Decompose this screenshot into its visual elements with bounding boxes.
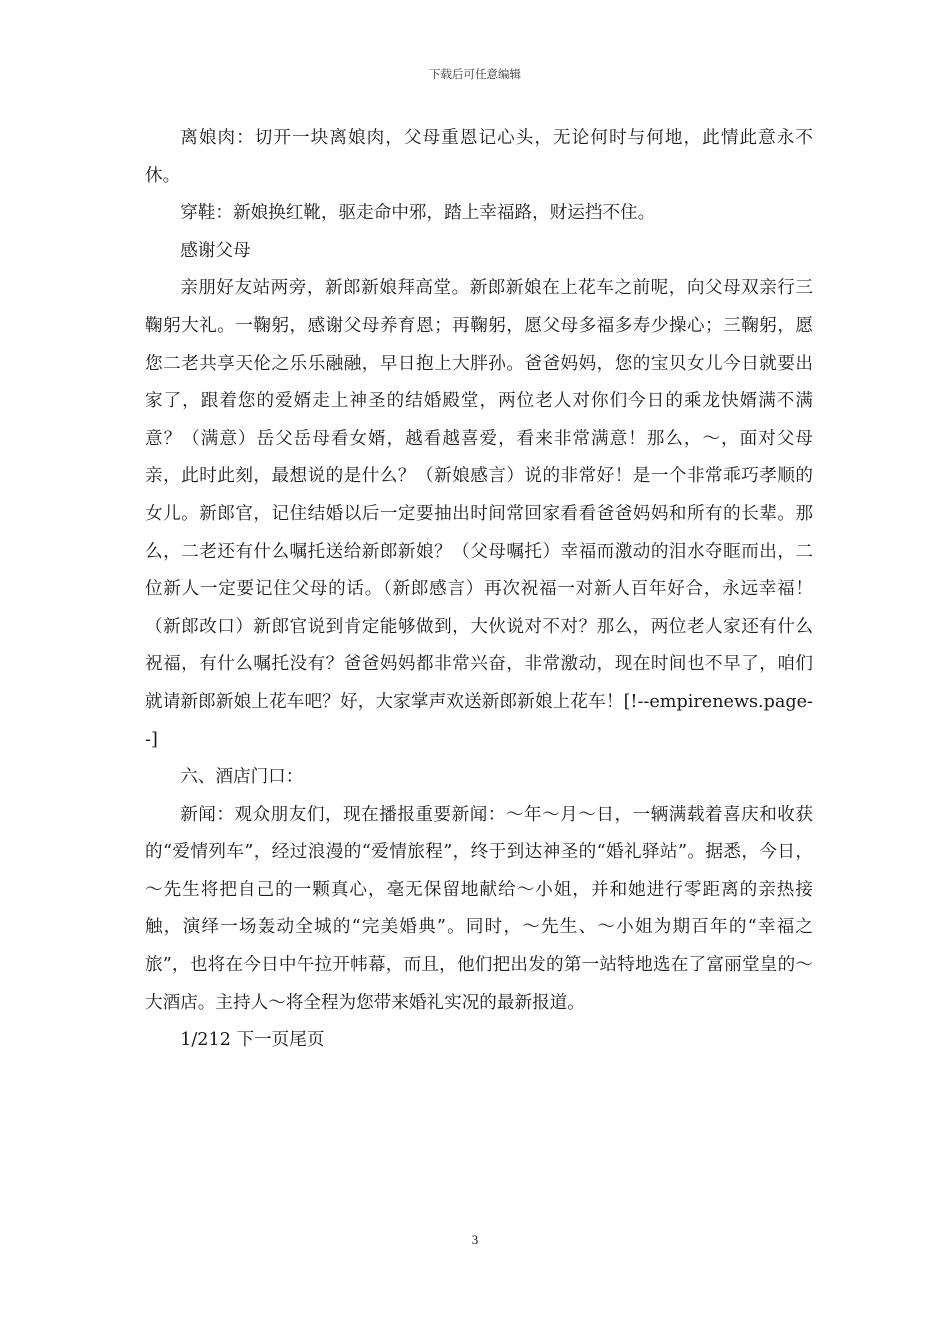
section-heading-hotel-entrance: 六、酒店门口： <box>180 767 304 788</box>
page-header: 下载后可任意编辑 <box>429 67 521 81</box>
pagination-text[interactable]: 1/212 下一页尾页 <box>180 1030 325 1051</box>
paragraph-li-niang-rou: 离娘肉：切开一块离娘肉，父母重恩记心头，无论何时与何地，此情此意永不休。 <box>145 128 813 186</box>
document-body <box>145 120 813 1060</box>
paragraph-news: 新闻：观众朋友们，现在播报重要新闻：～年～月～日，一辆满载着喜庆和收获的“爱情列车”，经过浪漫的“爱情旅程”，终于到达神圣的“婚礼驿站”。据悉，今日，～先生将把自己的一颗真心，毫无保留地献给～小姐，并和她进行零距离的亲热接触，演绎一场轰动全城的“完美婚典”。同时，～先生、～小姐为期百年的“幸福之旅”，也将在今日中午拉开帏幕，而且，他们把出发的第一站特地选在了富丽堂皇的～大酒店。主持人～将全程为您带来婚礼实况的最新报道。 <box>145 804 813 1013</box>
paragraph-thank-parents: 亲朋好友站两旁，新郎新娘拜高堂。新郎新娘在上花车之前呢，向父母双亲行三鞠躬大礼。一鞠躬，感谢父母养育恩；再鞠躬，愿父母多福多寿少操心；三鞠躬，愿您二老共享天伦之乐乐融融，早日抱上大胖孙。爸爸妈妈，您的宝贝女儿今日就要出家了，跟着您的爱婿走上神圣的结婚殿堂，两位老人对你们今日的乘龙快婿满不满意？（满意）岳父岳母看女婿，越看越喜爱，看来非常满意！那么，～，面对父母亲，此时此刻，最想说的是什么？（新娘感言）说的非常好！是一个非常乖巧孝顺的女儿。新郎官，记住结婚以后一定要抽出时间常回家看看爸爸妈妈和所有的长辈。那么，二老还有什么嘱托送给新郎新娘？（父母嘱托）幸福而激动的泪水夺眶而出，二位新人一定要记住父母的话。（新郎感言）再次祝福一对新人百年好合，永远幸福！（新郎改口）新郎官说到肯定能够做到，大伙说对不对？那么，两位老人家还有什么祝福，有什么嘱托没有？爸爸妈妈都非常兴奋，非常激动，现在时间也不早了，咱们就请新郎新娘上花车吧？好，大家掌声欢送新郎新娘上花车！[!--empirenews.page--] <box>145 278 813 750</box>
page-number: 3 <box>471 1232 479 1247</box>
paragraph-chuan-xie: 穿鞋：新娘换红靴，驱走命中邪，踏上幸福路，财运挡不住。 <box>180 203 656 224</box>
section-heading-thank-parents: 感谢父母 <box>180 240 251 261</box>
